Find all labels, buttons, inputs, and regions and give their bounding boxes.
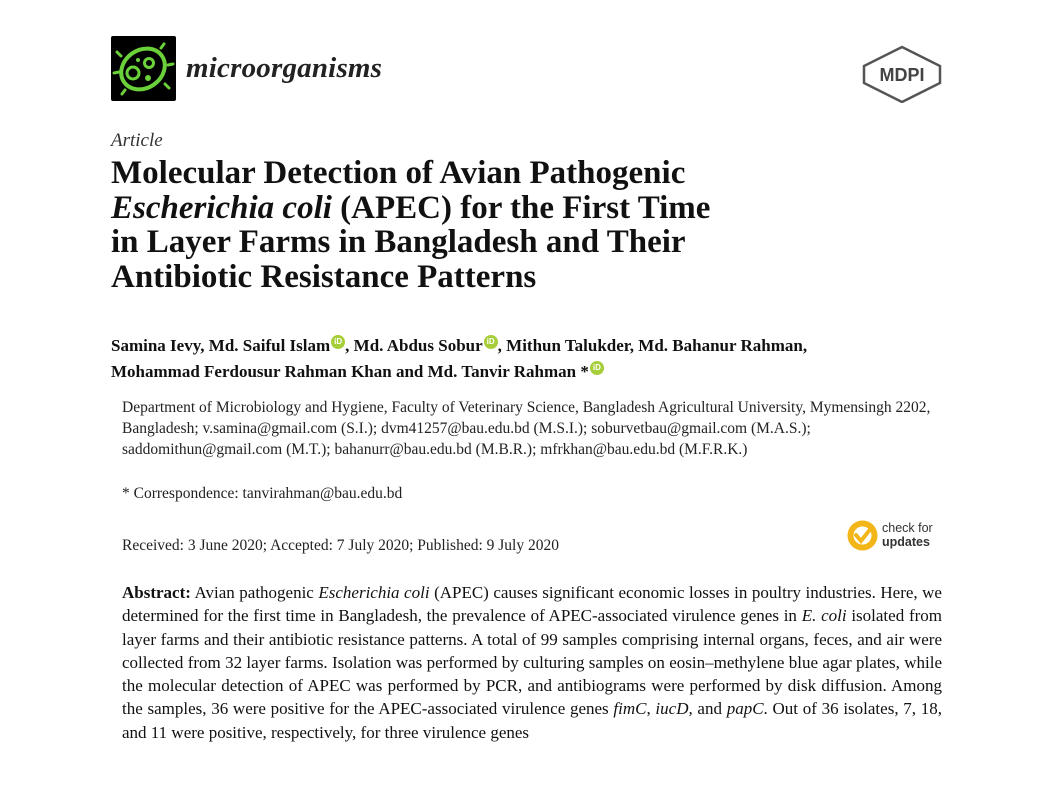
- title-text: (APEC) for the First Time: [331, 189, 711, 226]
- author-name[interactable]: Md. Bahanur Rahman: [638, 336, 803, 355]
- title-line: Molecular Detection of Avian Pathogenic: [111, 155, 686, 191]
- journal-logo: [111, 36, 176, 101]
- author-separator: ,: [497, 336, 507, 355]
- orcid-icon[interactable]: iD: [331, 335, 345, 349]
- author-separator: ,: [802, 336, 808, 355]
- author-name[interactable]: Mithun Talukder: [506, 336, 630, 355]
- abstract-text: isolated from layer farms and their antibiotic resistance patterns. A total of 99 samples comprising internal organs, feces, and air were collected from 32 layer farms. Isolation was performed by culturing samples on eosin–methylene blue agar plates, while the molecular detection of APEC was performed by PCR, and antibiograms were performed by disk diffusion. Among the samples, 36 were positive for the APEC-associated virulence genes: [122, 606, 942, 719]
- correspondence: * Correspondence: tanvirahman@bau.edu.bd: [122, 485, 403, 502]
- author-separator: ,: [629, 336, 639, 355]
- title-line: [111, 191, 831, 226]
- species-name: Escherichia coli: [111, 189, 332, 226]
- author-name[interactable]: Md. Saiful Islam: [208, 336, 331, 355]
- publication-dates: Received: 3 June 2020; Accepted: 7 July 2020; Published: 9 July 2020: [122, 537, 559, 554]
- species-name: Escherichia coli: [318, 583, 430, 602]
- author-name[interactable]: Md. Tanvir Rahman *: [427, 362, 589, 381]
- affiliation: Department of Microbiology and Hygiene, Faculty of Veterinary Science, Bangladesh Agricultural University, Mymensingh 2202, Bangladesh; v.samina@gmail.com (S.I.); dvm41257@bau.edu.bd (M.S.I.); soburvetbau@gmail.com (M.A.S.); saddomithun@gmail.com (M.T.); bahanurr@bau.edu.bd (M.B.R.); mfrkhan@bau.edu.bd (M.F.R.K.): [122, 399, 931, 459]
- author-separator: and: [391, 362, 428, 381]
- check-updates-icon: [846, 519, 879, 552]
- title-line: in Layer Farms in Bangladesh and Their: [111, 224, 686, 260]
- abstract-text: and: [692, 699, 727, 719]
- abstract-text: (APEC) causes significant economic losses in poultry industries. Here, we determined for the first time in Bangladesh, the prevalence of APEC-associated virulence genes in: [122, 583, 942, 626]
- check-updates-label-bold: updates: [882, 535, 930, 549]
- abstract-text: ,: [646, 699, 656, 719]
- orcid-icon[interactable]: iD: [590, 361, 604, 375]
- abstract: [122, 581, 942, 744]
- article-type: Article: [111, 130, 163, 151]
- author-name[interactable]: Mohammad Ferdousur Rahman Khan: [111, 362, 392, 381]
- check-updates-label: check for: [882, 521, 933, 535]
- microorganism-icon: [111, 36, 176, 101]
- title-line: Antibiotic Resistance Patterns: [111, 258, 537, 295]
- gene-name: papC: [726, 699, 764, 719]
- orcid-icon[interactable]: iD: [484, 335, 498, 349]
- article-title: [111, 156, 831, 294]
- abstract-label: Abstract:: [122, 583, 191, 602]
- author-separator: ,: [200, 336, 209, 355]
- gene-name: iucD,: [655, 699, 693, 719]
- journal-name: microorganisms: [186, 52, 383, 84]
- author-name[interactable]: Md. Abdus Sobur: [353, 336, 483, 355]
- mdpi-logo: [861, 45, 943, 103]
- abstract-text: Avian pathogenic: [190, 583, 319, 602]
- abstract-text: . Out of 36 isolates, 7, 18, and 11 were positive, respectively, for three virulence genes: [122, 699, 942, 742]
- author-separator: ,: [345, 336, 354, 355]
- author-list: [111, 333, 971, 385]
- species-name: E. coli: [801, 606, 847, 626]
- publisher-name: MDPI: [879, 65, 925, 85]
- check-for-updates-badge[interactable]: [846, 519, 956, 555]
- gene-name: fimC: [613, 699, 647, 719]
- author-name[interactable]: Samina Ievy: [111, 336, 201, 355]
